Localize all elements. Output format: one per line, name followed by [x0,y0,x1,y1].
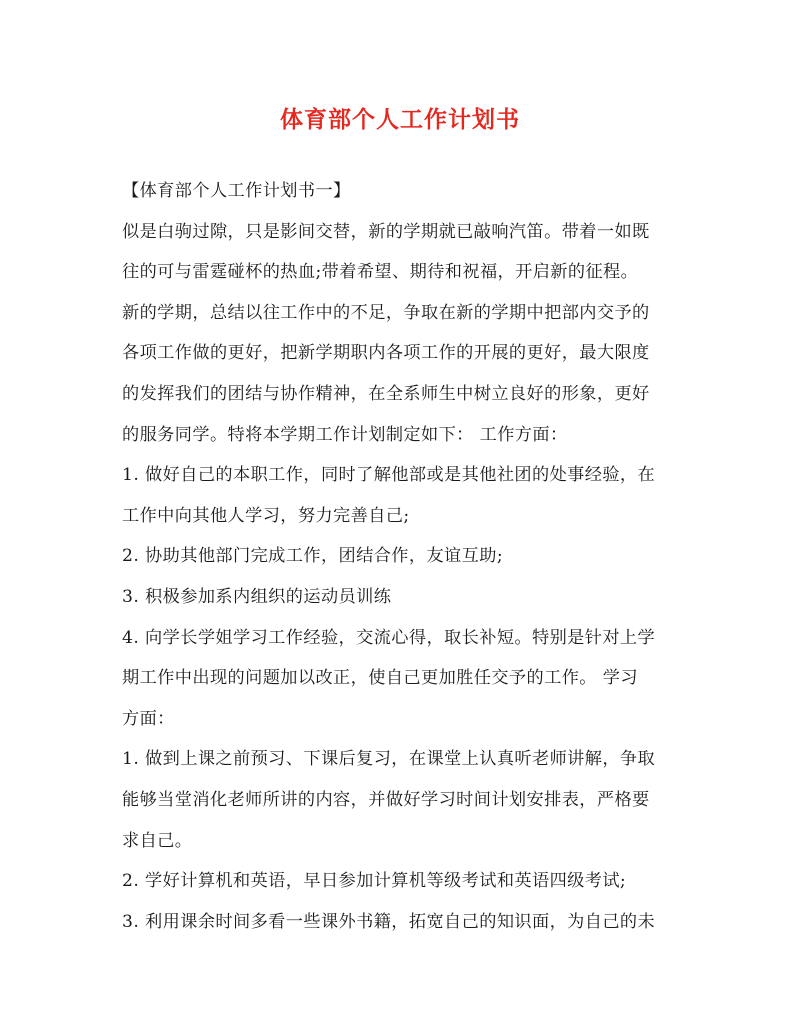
list-item-line: 期工作中出现的问题加以改正，使自己更加胜任交予的工作。 学习 [122,668,638,689]
section-heading: 【体育部个人工作计划书一】 [122,181,351,201]
list-item-line: 2. 学好计算机和英语，早日参加计算机等级考试和英语四级考试; [122,871,627,892]
paragraph-line: 各项工作做的更好，把新学期职内各项工作的开展的更好，最大限度 [122,343,650,364]
paragraph-line: 的服务同学。特将本学期工作计划制定如下： 工作方面： [122,424,568,445]
list-item-line: 求自己。 [122,830,193,851]
paragraph-line: 新的学期，总结以往工作中的不足，争取在新的学期中把部内交予的 [122,302,650,323]
paragraph-line: 的发挥我们的团结与协作精神，在全系师生中树立良好的形象，更好 [122,383,650,404]
document-title: 体育部个人工作计划书 [280,106,520,133]
list-item-line: 方面： [122,708,175,729]
list-item-line: 1. 做到上课之前预习、下课后复习，在课堂上认真听老师讲解，争取 [122,749,656,770]
list-item-line: 2. 协助其他部门完成工作，团结合作，友谊互助; [122,546,504,567]
document-body [122,174,678,945]
list-item-line: 1. 做好自己的本职工作，同时了解他部或是其他社团的处事经验，在 [122,465,656,486]
paragraph-line: 似是白驹过隙，只是影间交替，新的学期就已敲响汽笛。带着一如既 [122,221,650,242]
list-item-line: 3. 利用课余时间多看一些课外书籍，拓宽自己的知识面，为自己的未 [122,911,656,932]
paragraph-line: 往的可与雷霆碰杯的热血;带着希望、期待和祝福，开启新的征程。 [122,262,639,283]
list-item-line: 工作中向其他人学习，努力完善自己; [122,505,410,526]
list-item-line: 4. 向学长学姐学习工作经验，交流心得，取长补短。特别是针对上学 [122,627,656,648]
list-item-line: 能够当堂消化老师所讲的内容，并做好学习时间计划安排表，严格要 [122,789,650,810]
list-item-line: 3. 积极参加系内组织的运动员训练 [122,586,392,607]
